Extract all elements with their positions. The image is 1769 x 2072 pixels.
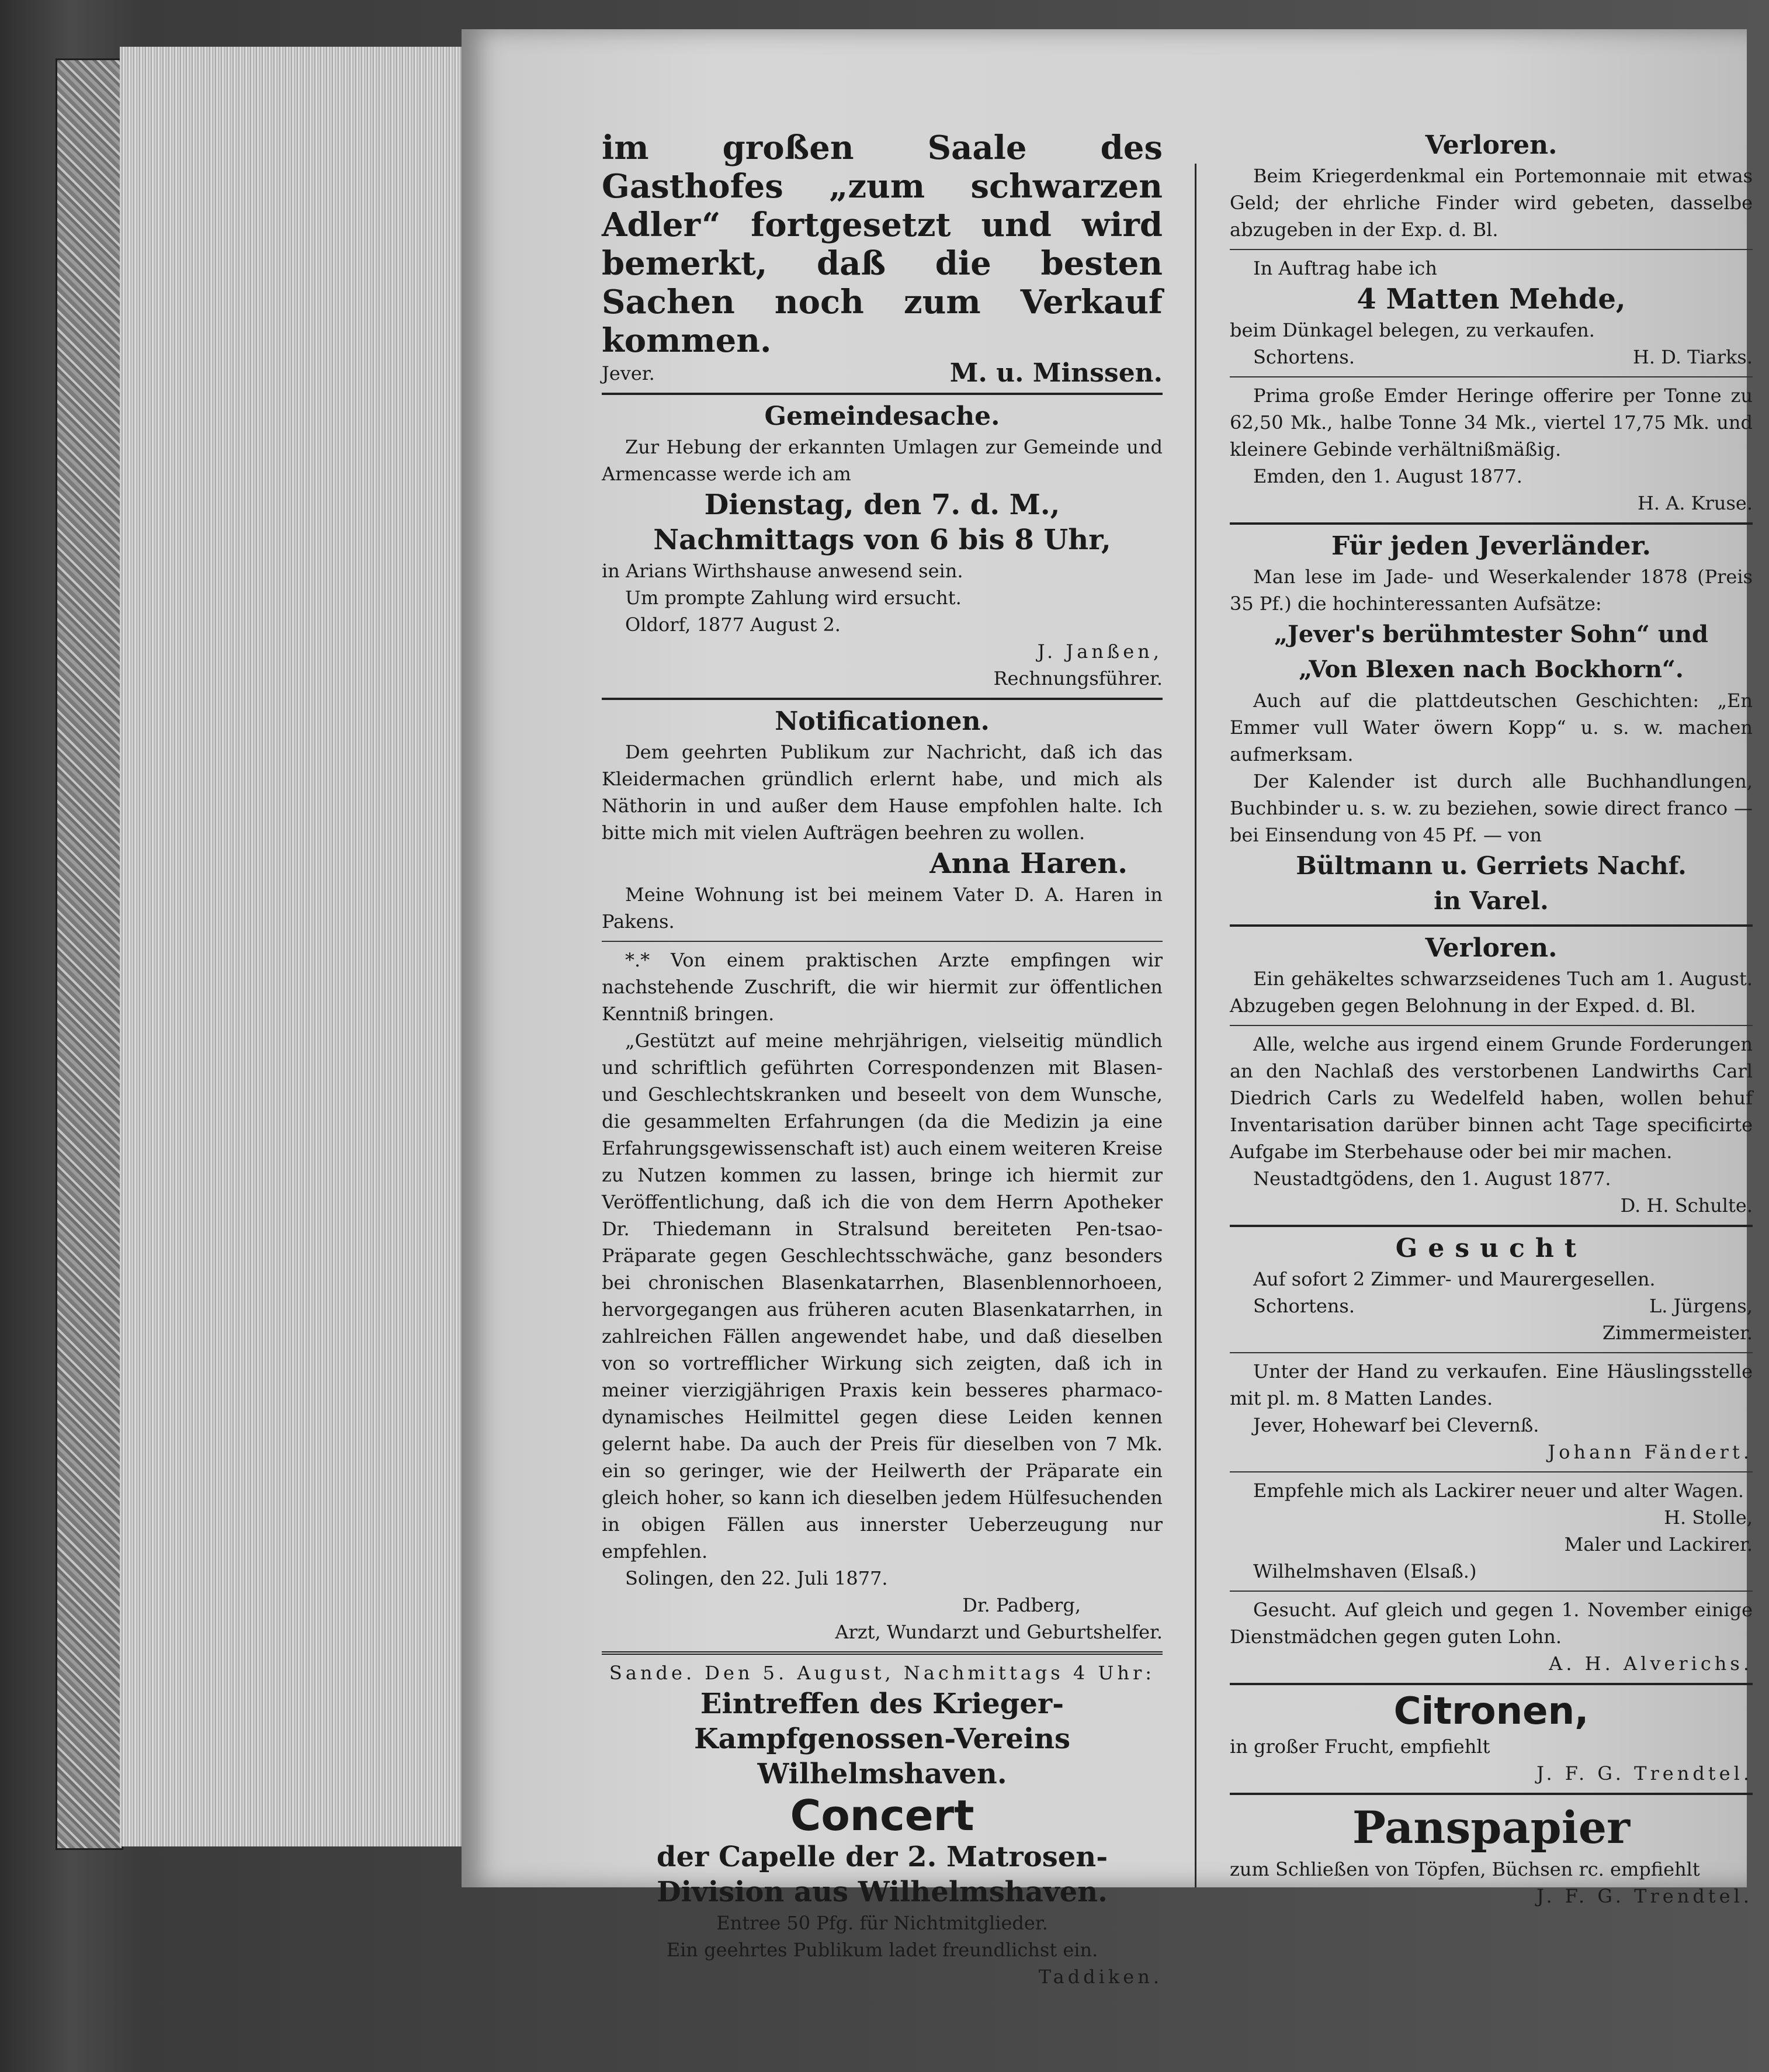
rule: [1230, 1471, 1753, 1472]
ad-title: Citronen,: [1393, 1690, 1589, 1733]
rule: [1230, 1352, 1753, 1353]
ad-place: Schortens.: [1253, 1295, 1355, 1317]
ad-title: Verloren.: [1425, 130, 1558, 160]
rule: [1230, 522, 1753, 525]
ad-title: Verloren.: [1425, 933, 1558, 963]
ad-verloren-1: [1230, 129, 1753, 243]
ad-dienstmaedchen: [1230, 1596, 1753, 1677]
ad-body: Auf sofort 2 Zimmer- und Maurergesellen.: [1253, 1268, 1656, 1290]
column-divider: [1195, 164, 1196, 1887]
ad-body: beim Dünkagel belegen, zu verkaufen.: [1230, 319, 1595, 341]
ad-lackirer: [1230, 1477, 1753, 1585]
ad-city: in Varel.: [1434, 886, 1549, 915]
ad-signer: Dr. Padberg,: [962, 1594, 1081, 1616]
ad-body: Unter der Hand zu verkaufen. Eine Häuslingsstelle mit pl. m. 8 Matten Landes.: [1230, 1360, 1753, 1409]
ad-mehde: [1230, 255, 1753, 370]
ad-signer: D. H. Schulte.: [1620, 1194, 1753, 1217]
ad-body: Empfehle mich als Lackirer neuer und alter Wagen.: [1253, 1479, 1744, 1502]
ad-verloren-2: [1230, 931, 1753, 1019]
ad-role: Zimmermeister.: [1602, 1322, 1753, 1344]
rule: [602, 393, 1163, 395]
rule: [1230, 1225, 1753, 1227]
ad-date: Dienstag, den 7. d. M.,: [704, 488, 1060, 521]
ad-title-1: „Jever's berühmtester Sohn“ und: [1274, 621, 1708, 648]
ad-address: Meine Wohnung ist bei meinem Vater D. A. Haren in Pakens.: [602, 883, 1163, 933]
ad-firm: Bültmann u. Gerriets Nachf.: [1296, 851, 1687, 880]
book-cover-edge: [56, 58, 123, 1850]
ad-dateline: Solingen, den 22. Juli 1877.: [625, 1567, 888, 1589]
ad-intro: Man lese im Jade- und Weserkalender 1878 (Preis 35 Pf.) die hochinteressanten Aufsätze:: [1230, 566, 1753, 615]
ad-place: in Arians Wirthshause anwesend sein.: [602, 560, 963, 582]
left-column: [602, 129, 1163, 1990]
ad-signer: L. Jürgens,: [1649, 1295, 1753, 1317]
rule: [1230, 376, 1753, 377]
ad-schwarzen-adler: [602, 129, 1163, 387]
ad-signer: H. Stolle,: [1664, 1506, 1753, 1529]
ad-place: Jever, Hohewarf bei Clevernß.: [1253, 1414, 1539, 1436]
rule: [1230, 1793, 1753, 1795]
ad-also: Auch auf die plattdeutschen Geschichten: „En Emmer vull Water öwern Kopp“ u. s. w. machen aufmerksam.: [1230, 689, 1753, 765]
ad-signer: J. F. G. Trendtel.: [1536, 1762, 1753, 1785]
ad-role: Rechnungsführer.: [993, 667, 1163, 689]
ad-body: Ein gehäkeltes schwarzseidenes Tuch am 1. August. Abzugeben gegen Belohnung in der Exped. d. Bl.: [1230, 968, 1753, 1017]
ad-intro: In Auftrag habe ich: [1253, 257, 1437, 279]
ad-entry: Entree 50 Pfg. für Nichtmitglieder.: [716, 1912, 1048, 1934]
ad-signer: Johann Fändert.: [1548, 1441, 1753, 1463]
rule: [602, 941, 1163, 942]
ad-role: Maler und Lackirer.: [1564, 1533, 1753, 1555]
ad-request: Um prompte Zahlung wird ersucht.: [625, 587, 962, 609]
ad-place: Jever.: [602, 362, 655, 384]
ad-body: „Gestützt auf meine mehrjährigen, vielseitig mündlich und schriftlich geführten Correspondenzen mit Blasen- und Geschlechtskranken und beseelt von dem Wunsche, die gesammelten Erfahrungen (da die Medizin ja eine Erfahrungsgewissenschaft ist) auch einem weiteren Kreise zu Nutzen kommen zu lassen, bringe ich hiermit zur Veröffentlichung, daß ich die von dem Herrn Apotheker Dr. Thiedemann in Stralsund bereiteten Pen-tsao-Präparate gegen Geschlechtsschwäche, ganz besonders bei chronischen Blasenkatarrhen, Blasenblennorhoeen, hervorgegangen aus früheren acuten Blasenkatarrhen, in zahlreichen Fällen angewendet habe, und daß dieselben von so vortrefflicher Wirkung sich zeigten, daß ich in meiner vierzigjährigen Praxis kein besseres pharmaco-dynamisches Heilmittel gegen diese Leiden kennen gelernt habe. Da auch der Preis für dieselben von 7 Mk. ein so geringer, wie der Heilwerth der Präparate ein gleich hoher, so kann ich dieselben jedem Hülfesuchenden in obigen Fällen aus innerster Ueberzeugung nur empfehlen.: [602, 1030, 1163, 1562]
ad-heringe: [1230, 382, 1753, 517]
ad-signer: Taddiken.: [1038, 1966, 1163, 1988]
ad-body: Dem geehrten Publikum zur Nachricht, daß ich das Kleidermachen gründlich erlernt habe, und mich als Näthorin in und außer dem Hause empfohlen halte. Ich bitte mich mit vielen Aufträgen beehren zu wollen.: [602, 741, 1163, 844]
ad-head: 4 Matten Mehde,: [1357, 283, 1626, 316]
ad-signer: H. A. Kruse.: [1637, 492, 1753, 514]
ad-time: Nachmittags von 6 bis 8 Uhr,: [653, 524, 1111, 556]
ad-line: Sande. Den 5. August, Nachmittags 4 Uhr:: [609, 1662, 1156, 1684]
ad-role: Arzt, Wundarzt und Geburtshelfer.: [835, 1621, 1163, 1643]
ad-gesucht: [1230, 1232, 1753, 1346]
ad-signer: A. H. Alverichs.: [1549, 1652, 1753, 1675]
ad-intro: *.* Von einem praktischen Arzte empfingen wir nachstehende Zuschrift, die wir hiermit zur öffentlichen Kenntniß bringen.: [602, 949, 1163, 1025]
rule: [1230, 1591, 1753, 1592]
rule: [1230, 1025, 1753, 1026]
ad-signer: J. Janßen,: [1037, 640, 1163, 663]
ad-intro: Zur Hebung der erkannten Umlagen zur Gemeinde und Armencasse werde ich am: [602, 436, 1163, 485]
ad-body: Beim Kriegerdenkmal ein Portemonnaie mit etwas Geld; der ehrliche Finder wird gebeten, dasselbe abzugeben in der Exp. d. Bl.: [1230, 165, 1753, 241]
ad-title: Für jeden Jeverländer.: [1331, 531, 1651, 561]
ad-invite: Ein geehrtes Publikum ladet freundlichst ein.: [666, 1939, 1098, 1961]
ad-jeverlaender: [1230, 529, 1753, 919]
ad-title: Gesucht: [1395, 1234, 1587, 1263]
ad-notificationen: [602, 705, 1163, 935]
rule: [1230, 924, 1753, 927]
ad-event: Eintreffen des Krieger-Kampfgenossen-Vereins Wilhelmshaven.: [693, 1688, 1071, 1790]
ad-title: Notificationen.: [775, 706, 990, 736]
ad-concert: Concert: [790, 1791, 974, 1840]
right-column: [1230, 129, 1753, 1910]
ad-place: Wilhelmshaven (Elsaß.): [1253, 1560, 1477, 1582]
ad-body: im großen Saale des Gasthofes „zum schwarzen Adler“ fortgesetzt und wird bemerkt, daß die besten Sachen noch zum Verkauf kommen.: [602, 129, 1163, 360]
rule: [602, 1651, 1163, 1655]
ad-body: Gesucht. Auf gleich und gegen 1. November einige Dienstmädchen gegen guten Lohn.: [1230, 1599, 1753, 1648]
ad-body: Prima große Emder Heringe offerire per Tonne zu 62,50 Mk., halbe Tonne 34 Mk., viertel 17,75 Mk. und kleinere Gebinde verhältnißmäßig.: [1230, 384, 1753, 460]
ad-citronen: [1230, 1690, 1753, 1787]
ad-gemeinde: [602, 400, 1163, 692]
ad-arzt: [602, 947, 1163, 1645]
ad-dateline: Oldorf, 1877 August 2.: [625, 614, 841, 636]
ad-place: Schortens.: [1253, 346, 1355, 368]
ad-signer: Anna Haren.: [929, 847, 1128, 880]
ad-body: in großer Frucht, empfiehlt: [1230, 1735, 1490, 1758]
ad-band: der Capelle der 2. Matrosen-Division aus Wilhelmshaven.: [656, 1841, 1108, 1908]
ad-nachlass: [1230, 1031, 1753, 1219]
ad-signer: H. D. Tiarks.: [1632, 346, 1753, 368]
rule: [1230, 1683, 1753, 1685]
ad-title-2: „Von Blexen nach Bockhorn“.: [1299, 656, 1684, 683]
rule: [1230, 249, 1753, 250]
ad-signer: J. F. G. Trendtel.: [1536, 1885, 1753, 1907]
ad-title: Panspapier: [1352, 1801, 1631, 1853]
rule: [602, 698, 1163, 700]
ad-dateline: Neustadtgödens, den 1. August 1877.: [1253, 1167, 1611, 1190]
ad-panspapier: [1230, 1800, 1753, 1910]
ad-body: zum Schließen von Töpfen, Büchsen rc. empfiehlt: [1230, 1858, 1700, 1880]
ad-dateline: Emden, den 1. August 1877.: [1253, 465, 1522, 487]
ad-body: Alle, welche aus irgend einem Grunde Forderungen an den Nachlaß des verstorbenen Landwirths Carl Diedrich Carls zu Wedelfeld haben, wollen behuf Inventarisation darüber binnen acht Tage specificirte Aufgabe im Sterbehause oder bei mir machen.: [1230, 1033, 1753, 1163]
page-stack: [120, 47, 464, 1846]
ad-title: Gemeindesache.: [764, 401, 1000, 431]
ad-haeusling: [1230, 1358, 1753, 1465]
ad-body: Der Kalender ist durch alle Buchhandlungen, Buchbinder u. s. w. zu beziehen, sowie direct franco — bei Einsendung von 45 Pf. — von: [1230, 770, 1753, 846]
ad-sande: [602, 1659, 1163, 1990]
ad-signer: M. u. Minssen.: [949, 358, 1163, 388]
